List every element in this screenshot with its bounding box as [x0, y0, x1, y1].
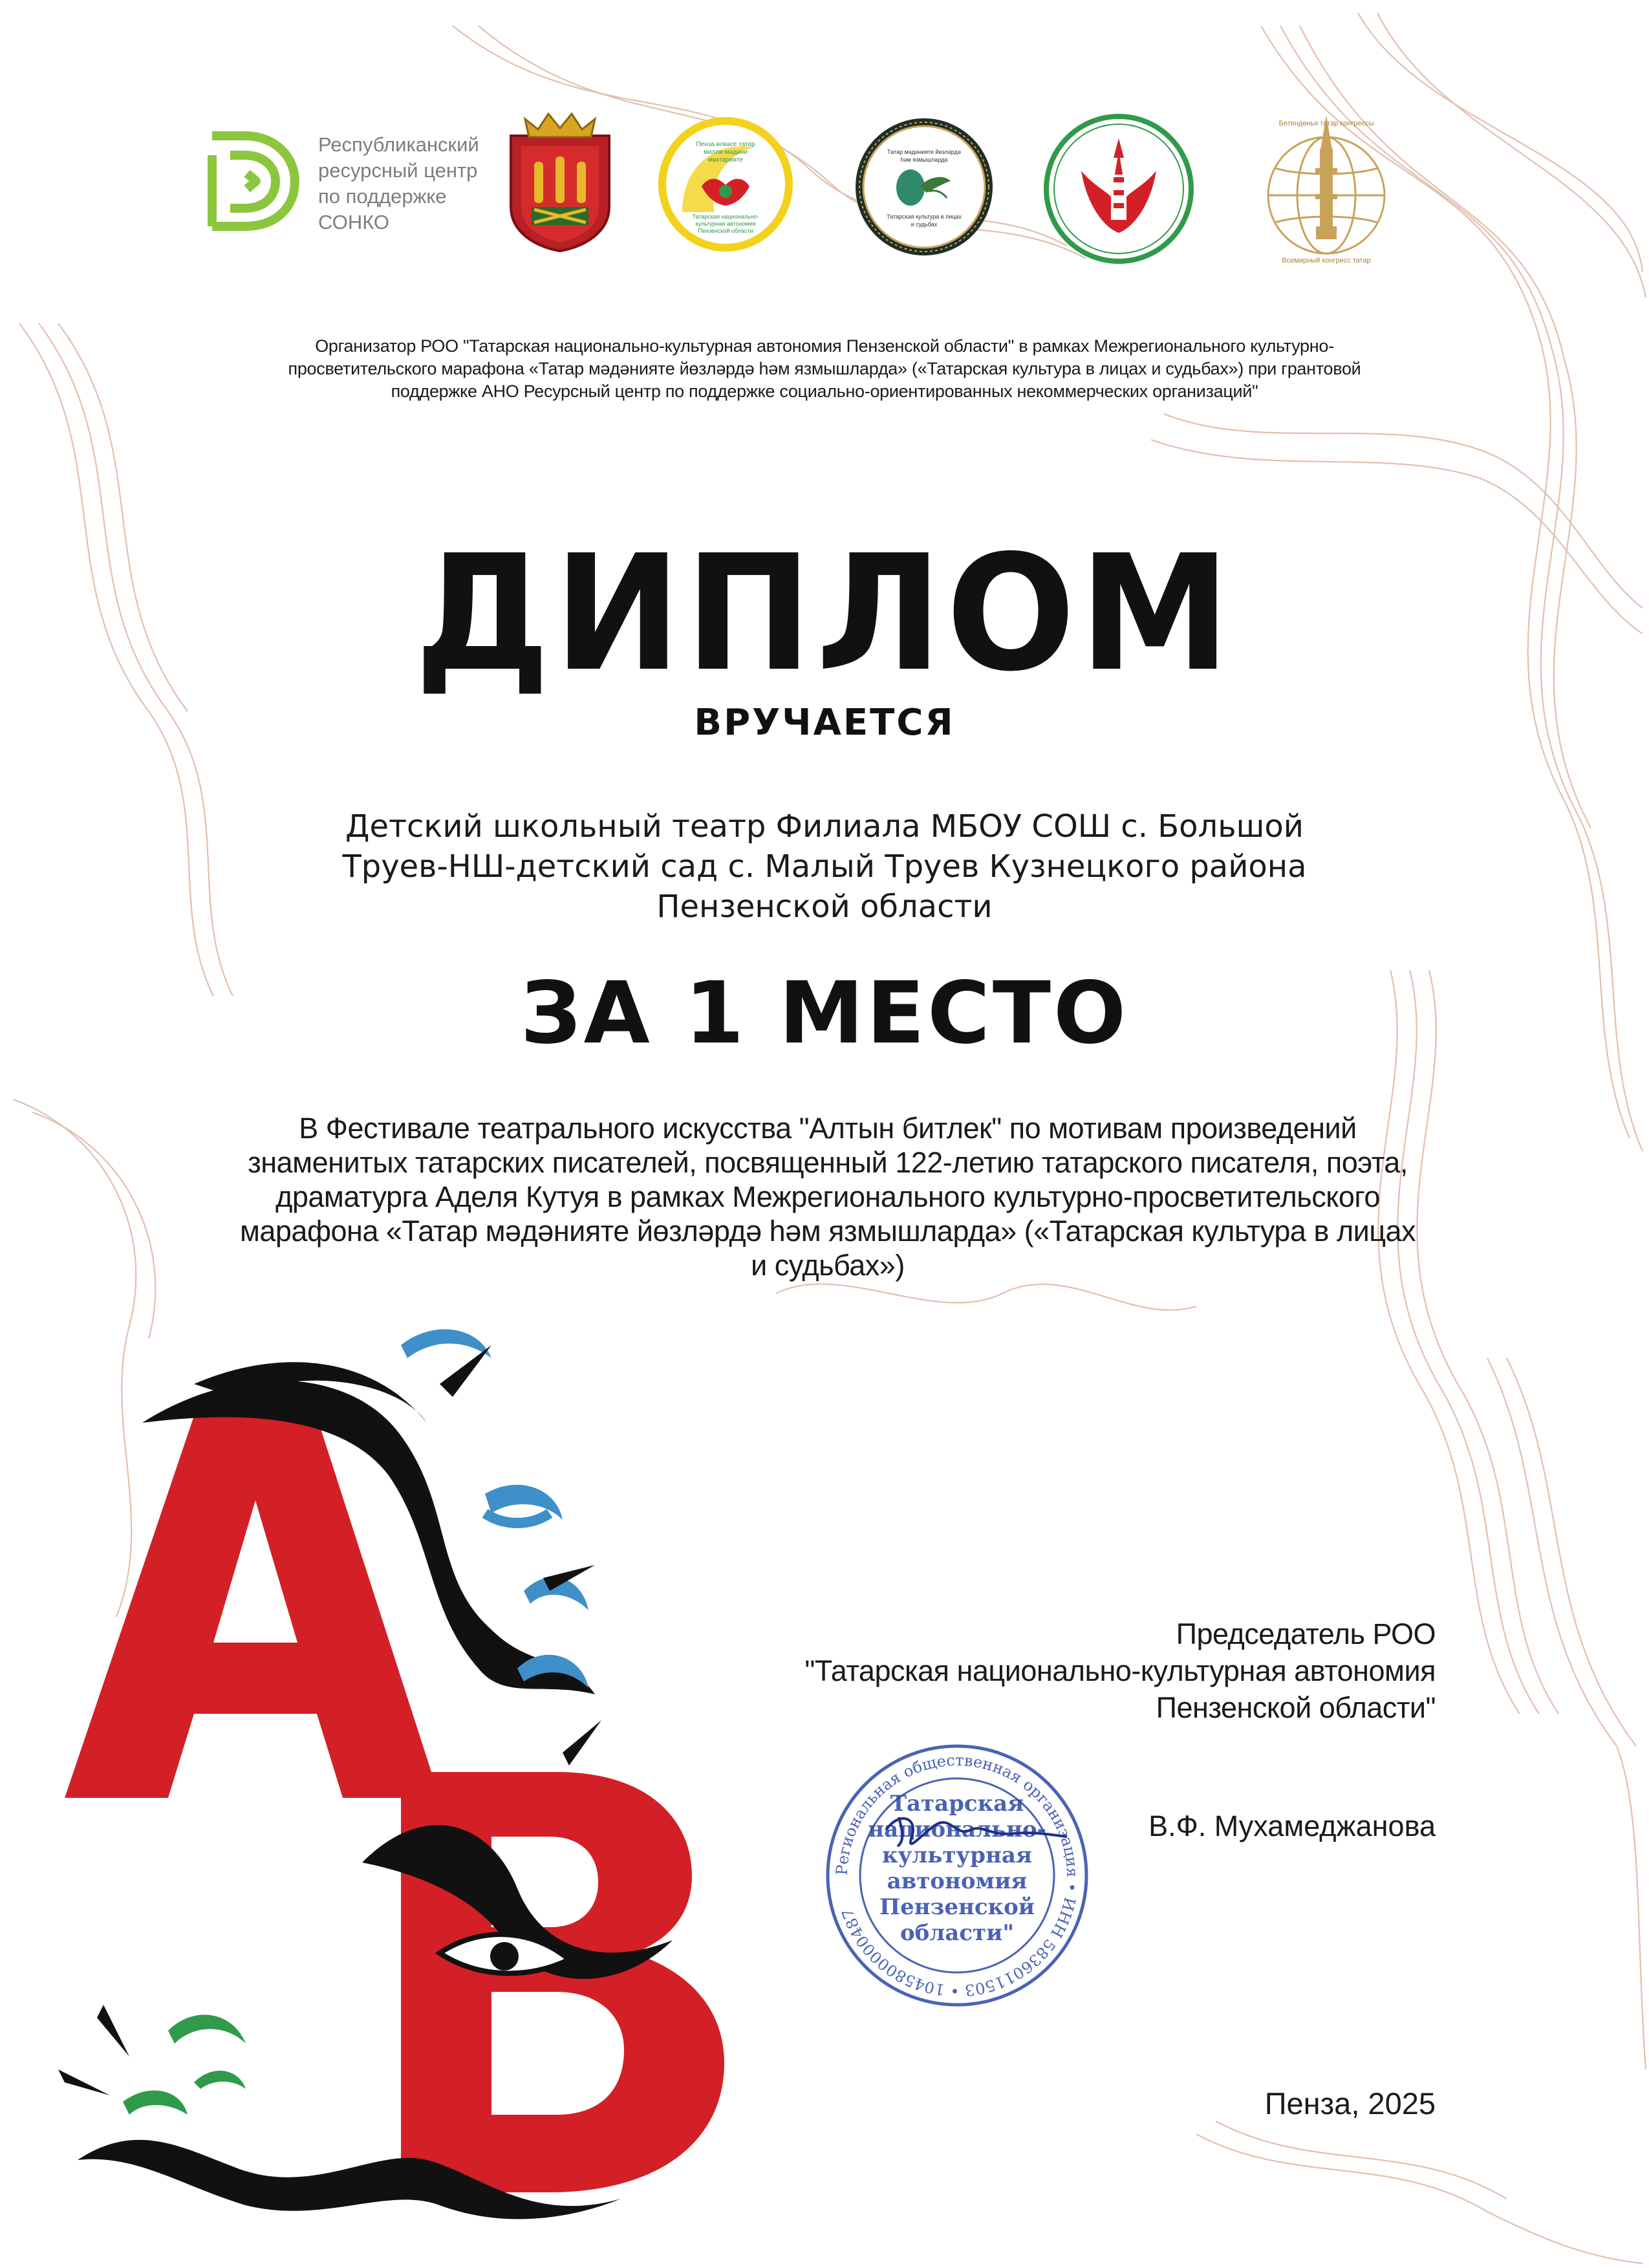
stamp-line: культурная: [881, 1842, 1033, 1868]
marathon-badge-text: һәм язмышларда: [900, 157, 948, 163]
festival-badge-text: Татарская национально-: [692, 213, 759, 220]
chairperson-title: [647, 1615, 1436, 1726]
penza-coat-of-arms-icon: [506, 110, 614, 252]
recipient-line: Детский школьный театр Филиала МБОУ СОШ с. Большой: [345, 808, 1304, 845]
award-description: [155, 1111, 1500, 1282]
festival-badge-icon: [656, 115, 795, 254]
organizer-note: [155, 335, 1494, 403]
festival-badge-text: культурная автономия: [695, 221, 756, 227]
awarded-subtitle: ВРУЧАЕТСЯ: [694, 702, 955, 744]
official-stamp-icon: [821, 1740, 1093, 2011]
description-line: В Фестивале театрального искусства "Алтын битлек" по мотивам произведений: [299, 1112, 1357, 1145]
organizer-line: Организатор РОО "Татарская национально-культурная автономия Пензенской области" в рамках Межрегионального культурно-: [315, 336, 1334, 356]
description-line: знаменитых татарских писателей, посвященный 122-летию татарского писателя, поэта,: [248, 1146, 1408, 1179]
organizer-line: поддержке АНО Ресурсный центр по поддержке социально-ориентированных некоммерческих организаций": [391, 382, 1258, 401]
theatre-letters-artwork: [39, 1306, 815, 2225]
stamp-ring-text: Региональная общественная организация • ИНН 5836011503 • 1045800000487: [832, 1751, 1082, 2000]
sonko-text-line: Республиканский: [318, 133, 479, 156]
stamp-line: национально-: [868, 1817, 1046, 1842]
description-line: марафона «Татар мәдәнияте йөзләрдә һәм язмышларда» («Татарская культура в лицах: [239, 1215, 1416, 1247]
place-and-date: Пенза, 2025: [1264, 2086, 1436, 2121]
organizer-line: просветительского марафона «Татар мәдәнияте йөзләрдә һәм язмышларда» («Татарская культура в лицах и судьбах») при грантовой: [288, 359, 1361, 378]
marathon-badge-text: Татар мәдәнияте йөзләрдә: [887, 149, 961, 155]
sonko-text-line: по поддержке: [318, 185, 447, 208]
festival-badge-text: мөхтарияте: [708, 157, 743, 164]
chair-line: Пензенской области": [1156, 1691, 1436, 1724]
festival-badge-text: Пенза өлкәсе татар: [696, 141, 755, 148]
chair-line: "Татарская национально-культурная автономия: [804, 1654, 1436, 1687]
world-tatar-congress-icon: [1242, 103, 1411, 266]
recipient-name: [272, 806, 1377, 927]
award-place: ЗА 1 МЕСТО: [520, 964, 1129, 1063]
signer-name: В.Ф. Мухамеджанова: [1148, 1809, 1436, 1842]
recipient-line: Труев-НШ-детский сад с. Малый Труев Кузнецкого района: [342, 848, 1307, 885]
tatar-marathon-badge-icon: [854, 116, 995, 257]
description-line: и судьбах»): [751, 1249, 905, 1282]
sonko-logo-icon: [206, 129, 301, 233]
stamp-line: Пензенской: [879, 1894, 1035, 1920]
congress-badge-text: Бөтендөнья татар конгрессы: [1278, 120, 1374, 127]
stamp-line: автономия: [887, 1868, 1028, 1894]
sonko-logo-text: [318, 132, 512, 235]
stamp-line: Татарская: [890, 1791, 1024, 1817]
recipient-line: Пензенской области: [656, 889, 993, 925]
marathon-badge-text: и судьбах: [911, 221, 938, 228]
sonko-text-line: СОНКО: [318, 211, 390, 233]
description-line: драматурга Аделя Кутуя в рамках Межрегионального культурно-просветительского: [275, 1180, 1380, 1213]
sonko-text-line: ресурсный центр: [318, 159, 478, 182]
festival-badge-text: Пензенской области: [698, 228, 753, 234]
stamp-line: области": [900, 1920, 1015, 1946]
logo-row: [0, 0, 1649, 285]
congress-badge-text: Всемирный конгресс татар: [1282, 257, 1371, 265]
diploma-title: ДИПЛОМ: [415, 521, 1234, 707]
festival-badge-text: милли-мәдәни: [704, 149, 748, 156]
tulip-emblem-icon: [1042, 113, 1195, 265]
chair-line: Председатель РОО: [1176, 1617, 1436, 1650]
marathon-badge-text: Татарская культура в лицах: [887, 213, 962, 220]
